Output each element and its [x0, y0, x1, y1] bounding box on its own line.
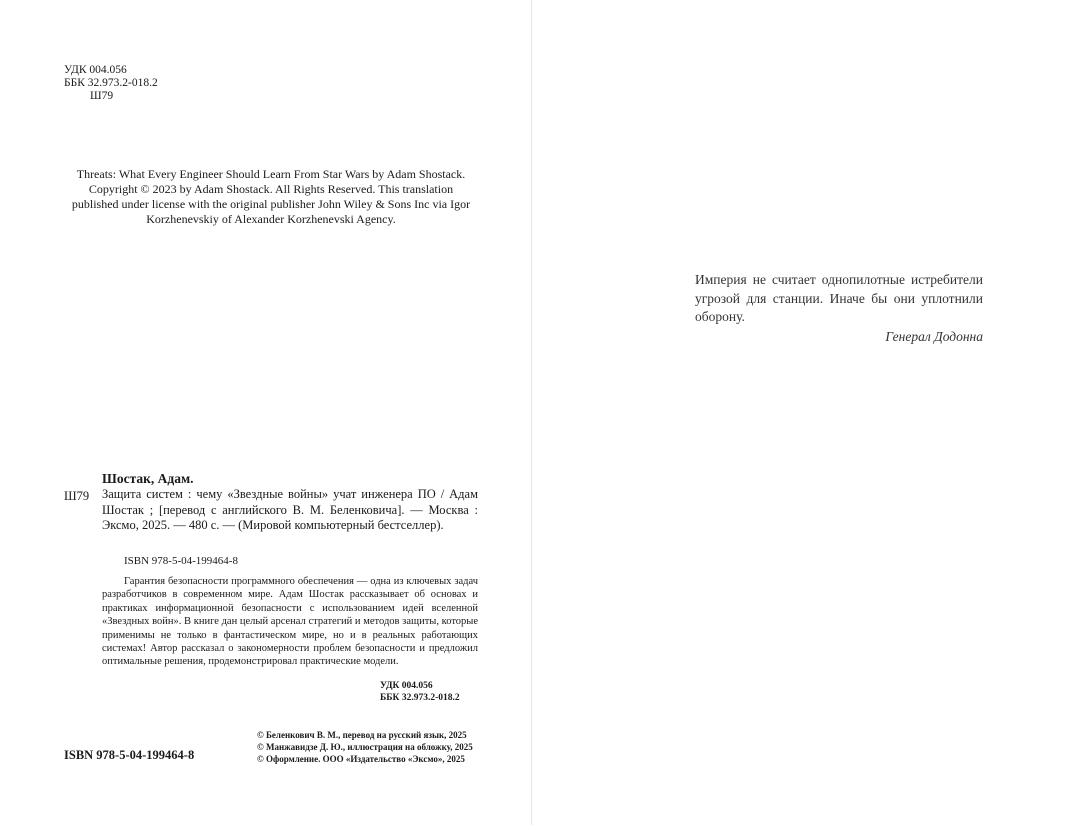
catalog-author-heading: Шостак, Адам.	[102, 471, 194, 486]
catalog-udk: УДК 004.056	[380, 681, 433, 691]
left-page	[0, 0, 531, 825]
epigraph-text: Империя не считает однопилотные истребители угрозой для станции. Иначе бы они уплотнили оборону.	[695, 272, 983, 324]
isbn-footer: ISBN 978-5-04-199464-8	[64, 748, 195, 762]
catalog-annotation: Гарантия безопасности программного обеспечения — одна из ключевых задач разработчиков в современном мире. Адам Шостак рассказывает об основах и практиках информационной безопасности с использованием идей вселенной «Звездных войн». В книге дан целый арсенал стратегий и методов защиты, которые применимы не только в фантастическом мире, но и в реальных работающих системах! Автор рассказал о закономерности проблем безопасности и предложил оптимальные решения, продемонстрировал практические модели.	[102, 576, 478, 668]
catalog-bbk: ББК 32.973.2-018.2	[380, 693, 460, 703]
copyright-line: © Манжавидзе Д. Ю., иллюстрация на обложку, 2025	[257, 742, 473, 752]
copyright-block	[257, 729, 473, 765]
right-page	[532, 0, 1070, 825]
author-mark: Ш79	[90, 90, 114, 102]
license-line: Threats: What Every Engineer Should Learn From Star Wars by Adam Shostack.	[76, 167, 466, 181]
catalog-description: Защита систем : чему «Звездные войны» учат инженера ПО / Адам Шостак ; [перевод с английского В. М. Беленковича]. — Москва : Эксмо, 2025. — 480 с. — (Мировой компьютерный бестселлер).	[102, 487, 478, 532]
copyright-line: © Беленкович В. М., перевод на русский язык, 2025	[257, 730, 467, 740]
bbk-code: ББК 32.973.2-018.2	[64, 77, 158, 89]
license-line: published under license with the original publisher John Wiley & Sons Inc via Igor	[71, 197, 471, 211]
catalog-codes	[380, 680, 460, 704]
udk-code: УДК 004.056	[64, 64, 127, 76]
catalog-isbn: ISBN 978-5-04-199464-8	[124, 555, 238, 567]
license-line: Korzhenevskiy of Alexander Korzhenevski Agency.	[146, 212, 396, 226]
license-notice	[60, 167, 482, 227]
catalog-code: Ш79	[64, 489, 90, 503]
classification-codes	[64, 64, 158, 103]
epigraph-author: Генерал Додонна	[885, 329, 983, 344]
license-line: Copyright © 2023 by Adam Shostack. All Rights Reserved. This translation	[88, 182, 454, 196]
copyright-line: © Оформление. ООО «Издательство «Эксмо», 2025	[257, 754, 465, 764]
